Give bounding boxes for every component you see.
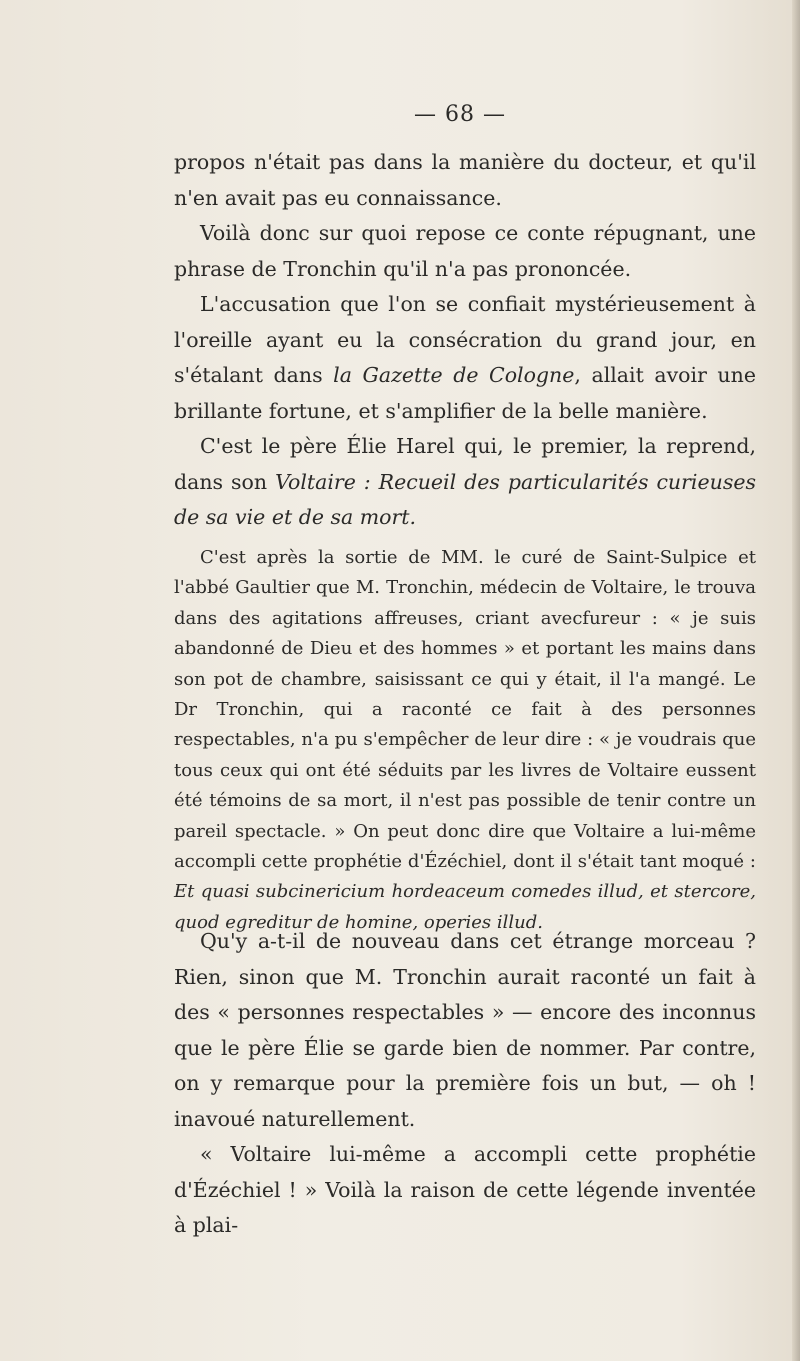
italic-title: la Gazette de Cologne bbox=[333, 363, 575, 387]
paragraph: « Voltaire lui-même a accompli cette prophétie d'Ézéchiel ! » Voilà la raison de cette légende inventée à plai- bbox=[174, 1142, 756, 1237]
italic-title: Voltaire : Recueil des particularités curieuses de sa vie et de sa mort. bbox=[174, 469, 756, 529]
paragraph: Voilà donc sur quoi repose ce conte répugnant, une phrase de Tronchin qu'il n'a pas prononcée. bbox=[174, 221, 756, 281]
body-text-bottom bbox=[174, 924, 756, 1244]
text-run: C'est après la sortie de MM. le curé de Saint-Sulpice et l'abbé Gaultier que M. Tronchin, médecin de Voltaire, le trouva dans des agitations affreuses, criant avecfureur : « je suis abandonné de Dieu et des hommes » et portant les mains dans son pot de chambre, saisissant ce qui y était, il l'a mangé. Le Dr Tronchin, qui a raconté ce fait à des personnes respectables, n'a pu s'empêcher de leur dire : « je voudrais que tous ceux qui ont été séduits par les livres de Voltaire eussent été témoins de sa mort, il n'est pas possible de tenir contre un pareil spectacle. » On peut donc dire que Voltaire a lui-même accompli cette prophétie d'Ézéchiel, dont il s'était tant moqué : bbox=[174, 547, 756, 873]
paragraph bbox=[174, 287, 756, 429]
page-edge bbox=[792, 0, 800, 1361]
paragraph-continuation: propos n'était pas dans la manière du docteur, et qu'il n'en avait pas eu connaissance. bbox=[174, 150, 756, 210]
text-run: C'est le père Élie Harel qui, le premier, la reprend, dans son bbox=[174, 434, 756, 494]
body-text-top bbox=[174, 145, 756, 536]
quote-paragraph bbox=[174, 543, 756, 938]
page-number: — 68 — bbox=[414, 102, 506, 127]
latin-quote: Et quasi subcinericium hordeaceum comedes illud, et stercore, quod egreditur de homine, operies illud. bbox=[174, 881, 756, 933]
text-run: , allait avoir une brillante fortune, et s'amplifier de la belle manière. bbox=[174, 363, 756, 423]
block-quote bbox=[174, 543, 756, 938]
paragraph bbox=[174, 429, 756, 536]
paragraph: Qu'y a-t-il de nouveau dans cet étrange morceau ? Rien, sinon que M. Tronchin aurait raconté un fait à des « personnes respectables » — encore des inconnus que le père Élie se garde bien de nommer. Par contre, on y remarque pour la première fois un but, — oh ! inavoué naturellement. bbox=[174, 929, 756, 1131]
text-run: L'accusation que l'on se confiait mystérieusement à l'oreille ayant eu la consécration du grand jour, en s'étalant dans bbox=[174, 292, 756, 387]
